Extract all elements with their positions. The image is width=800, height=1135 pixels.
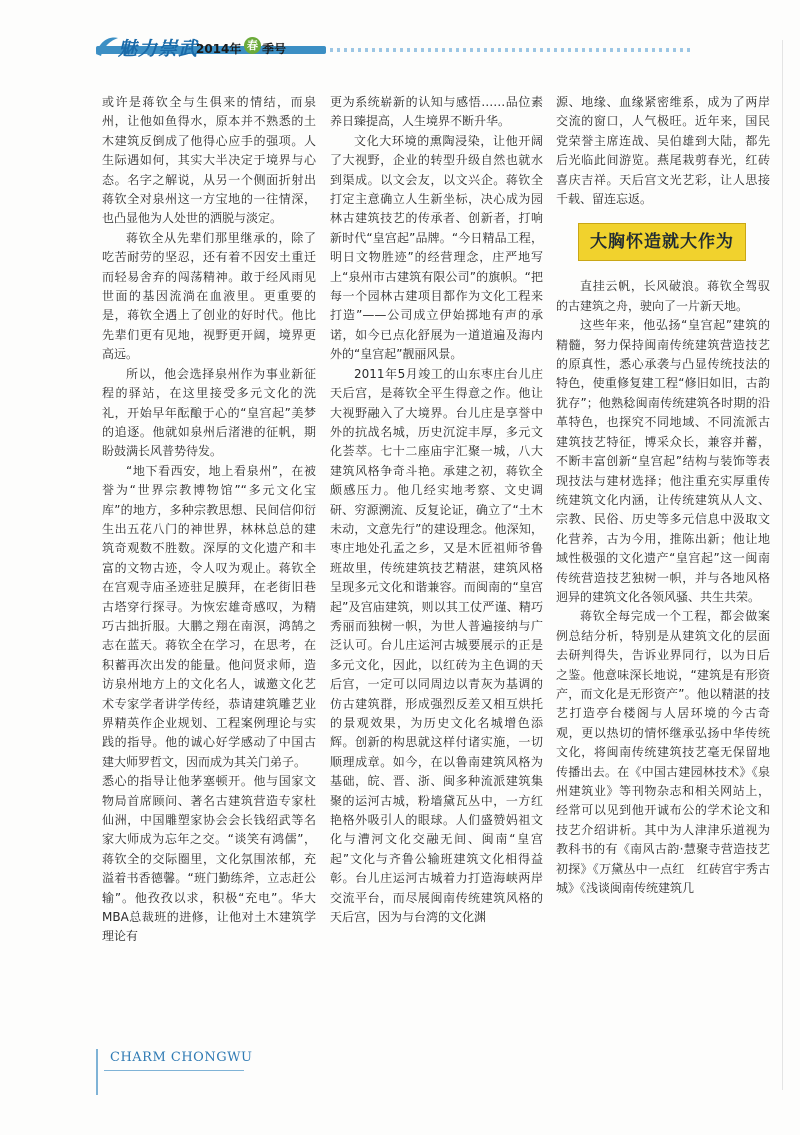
paragraph: 或许是蒋钦全与生俱来的情结，而泉州，让他如鱼得水，原本并不熟悉的土木建筑反倒成了他得心应手的强项。人生际遇如何，其实大半决定于境界与心态。名字之解说，从另一个侧面折射出蒋钦全对泉州这一方宝地的一往情深，也凸显他为人处世的洒脱与淡定。 [102,95,316,226]
paragraph: 悉心的指导让他茅塞顿开。他与国家文物局首席顾问、著名古建筑营造专家杜仙洲，中国雕塑家协会会长钱绍武等名家大师成为忘年之交。“谈笑有鸿儒”，蒋钦全的交际圈里，文化氛围浓郁，充溢着书香德馨。“班门勤练斧，立志赶公输”。他孜孜以求，积极“充电”。华大MBA总裁班的进修，让他对土木建筑学理论有 [102,774,316,944]
article-column-3 [556,93,770,898]
issue-label: 季号 [262,42,287,56]
footer-bracket [96,1049,110,1095]
magazine-title: 魅力崇武 [118,38,199,60]
header-dotted-rule [330,48,690,52]
article-column-1 [102,93,316,947]
paragraph: 所以，他会选择泉州作为事业新征程的驿站，在这里接受多元文化的洗礼，开始早年酝酿于心的“皇宫起”美梦的追逐。他就如泉州后渚港的征帆，期盼鼓满长风普势待发。 [102,366,316,459]
issue-year: 2014年 [196,42,242,56]
paragraph: 2011年5月竣工的山东枣庄台儿庄天后宫，是蒋钦全平生得意之作。他让大视野融入了大境界。台儿庄是享誉中外的抗战名城，历史沉淀丰厚，多元文化荟萃。七十二座庙宇汇聚一城，八大建筑风格争奇斗艳。承建之初，蒋钦全颇感压力。他几经实地考察、文史调研、穷源溯流、反复论证，确立了“土木未动，文意先行”的建设理念。他深知，枣庄地处孔孟之乡，又是木匠祖师爷鲁班故里，传统建筑技艺精湛，建筑风格呈现多元文化和谐兼容。而闽南的“皇宫起”及宫庙建筑，则以其工仗严谨、精巧秀丽而独树一帜，为世人普遍接纳与广泛认可。台儿庄运河古城要展示的正是多元文化，因此，以红砖为主色调的天后宫，一定可以同周边以青灰为基调的仿古建筑群，形成强烈反差又相互烘托的景观效果，为历史文化名城增色添辉。创新的构思就这样付诸实施，一切顺理成章。如今，在以鲁南建筑风格为基础，皖、晋、浙、闽多种流派建筑集聚的运河古城，粉墙黛瓦丛中，一方红艳格外吸引人的眼球。人们盛赞妈祖文化与漕河文化交融无间、闽南“皇宫起”文化与齐鲁公输班建筑文化相得益彰。台儿庄运河古城着力打造海峡两岸交流平台，而尽展闽南传统建筑风格的天后宫，因为与台湾的文化渊 [330,366,543,925]
page-edge-rule [782,40,783,1090]
section-heading: 大胸怀造就大作为 [590,231,734,252]
footer-rule [104,1070,244,1071]
paragraph: 这些年来，他弘扬“皇宫起”建筑的精髓，努力保持闽南传统建筑营造技艺的原真性，悉心承袭与凸显传统技法的特色，使重修复建工程“修旧如旧，古韵犹存”；他熟稔闽南传统建筑各时期的沿革特色，也探究不同地域、不同流派古建筑技艺特征，博采众长，兼容并蓄，不断丰富创新“皇宫起”结构与装饰等表现技法与建材选择；他注重充实厚重传统建筑文化内涵，让传统建筑从人文、宗教、民俗、历史等多元信息中汲取文化营养，古为今用，推陈出新；他让地域性极强的文化遗产“皇宫起”这一闽南传统营造技艺独树一帜，并与各地风格迥异的建筑文化各领风骚、共生共荣。 [556,318,770,604]
paragraph: 蒋钦全从先辈们那里继承的，除了吃苦耐劳的坚忍，还有着不因安土重迁而轻易舍弃的闯荡精神。敢于经风雨见世面的基因流淌在血液里。更重要的是，蒋钦全遇上了创业的好时代。他比先辈们更有见地，视野更开阔，境界更高远。 [102,230,316,362]
section-heading-box [578,223,746,261]
season-badge: 春 [244,37,261,54]
paragraph: 文化大环境的熏陶浸染，让他开阔了大视野，企业的转型升级自然也就水到渠成。以文会友，以文兴企。蒋钦全打定主意确立人生新坐标，决心成为园林古建筑技艺的传承者、创新者，打响新时代“皇宫起”品牌。“今日精品工程，明日文物胜迹”的经营理念，庄严地写上“泉州市古建筑有限公司”的旗帜。“把每一个园林古建项目都作为文化工程来打造”——公司成立伊始掷地有声的承诺，如今已点化舒展为一道道遍及海内外的“皇宫起”靓丽风景。 [330,133,543,362]
paragraph: 蒋钦全每完成一个工程，都会做案例总结分析，特别是从建筑文化的层面去研判得失，告诉业界同行，以为日后之鉴。他意味深长地说，“建筑是有形资产，而文化是无形资产”。他以精湛的技艺打造亭台楼阁与人居环境的今古奇观，更以热切的情怀继承弘扬中华传统文化，将闽南传统建筑技艺毫无保留地传播出去。在《中国古建园林技术》《泉州建筑业》等刊物杂志和相关网站上，经常可以见到他开诚布公的学术论文和技艺介绍讲析。其中为人津津乐道视为教科书的有《南风古韵·慧聚寺营造技艺初探》《万黛丛中一点红 红砖宫宇秀古城》《浅谈闽南传统建筑几 [556,609,770,896]
paragraph: 直挂云帆，长风破浪。蒋钦全驾驭的古建筑之舟，驶向了一片新天地。 [556,279,770,313]
paragraph: “地下看西安，地上看泉州”，在被誉为“世界宗教博物馆”“多元文化宝库”的地方，多种宗教思想、民间信仰衍生出五花八门的神世界，林林总总的建筑奇观数不胜数。深厚的文化遗产和丰富的文物古迹，令人叹为观止。蒋钦全在宫观寺庙圣迹驻足膜拜，在老街旧巷古塔穿行探寻。为恢宏雄奇感叹，为精巧古拙折服。大鹏之翔在南溟，鸿鹄之志在蓝天。蒋钦全在学习，在思考，在积蓄再次出发的能量。他问贤求师，造访泉州地方上的文化名人，诚邀文化艺术专家学者讲学传经，恭请建筑雕艺业界精英作企业规划、工程案例理论与实践的指导。他的诚心好学感动了中国古建大师罗哲文，因而成为其关门弟子。 [102,463,316,769]
paragraph: 源、地缘、血缘紧密维系，成为了两岸交流的窗口，人气极旺。近年来，国民党荣誉主席连战、吴伯雄到大陆，都先后光临此间游览。燕尾栽剪春光，红砖喜庆吉祥。天后宫文光艺彩，让人思接千载、留连忘返。 [556,95,770,207]
paragraph: 更为系统崭新的认知与感悟……品位素养日臻提高，人生境界不断升华。 [330,95,543,129]
article-column-2 [330,93,543,927]
footer-brand: CHARM CHONGWU [110,1050,253,1065]
